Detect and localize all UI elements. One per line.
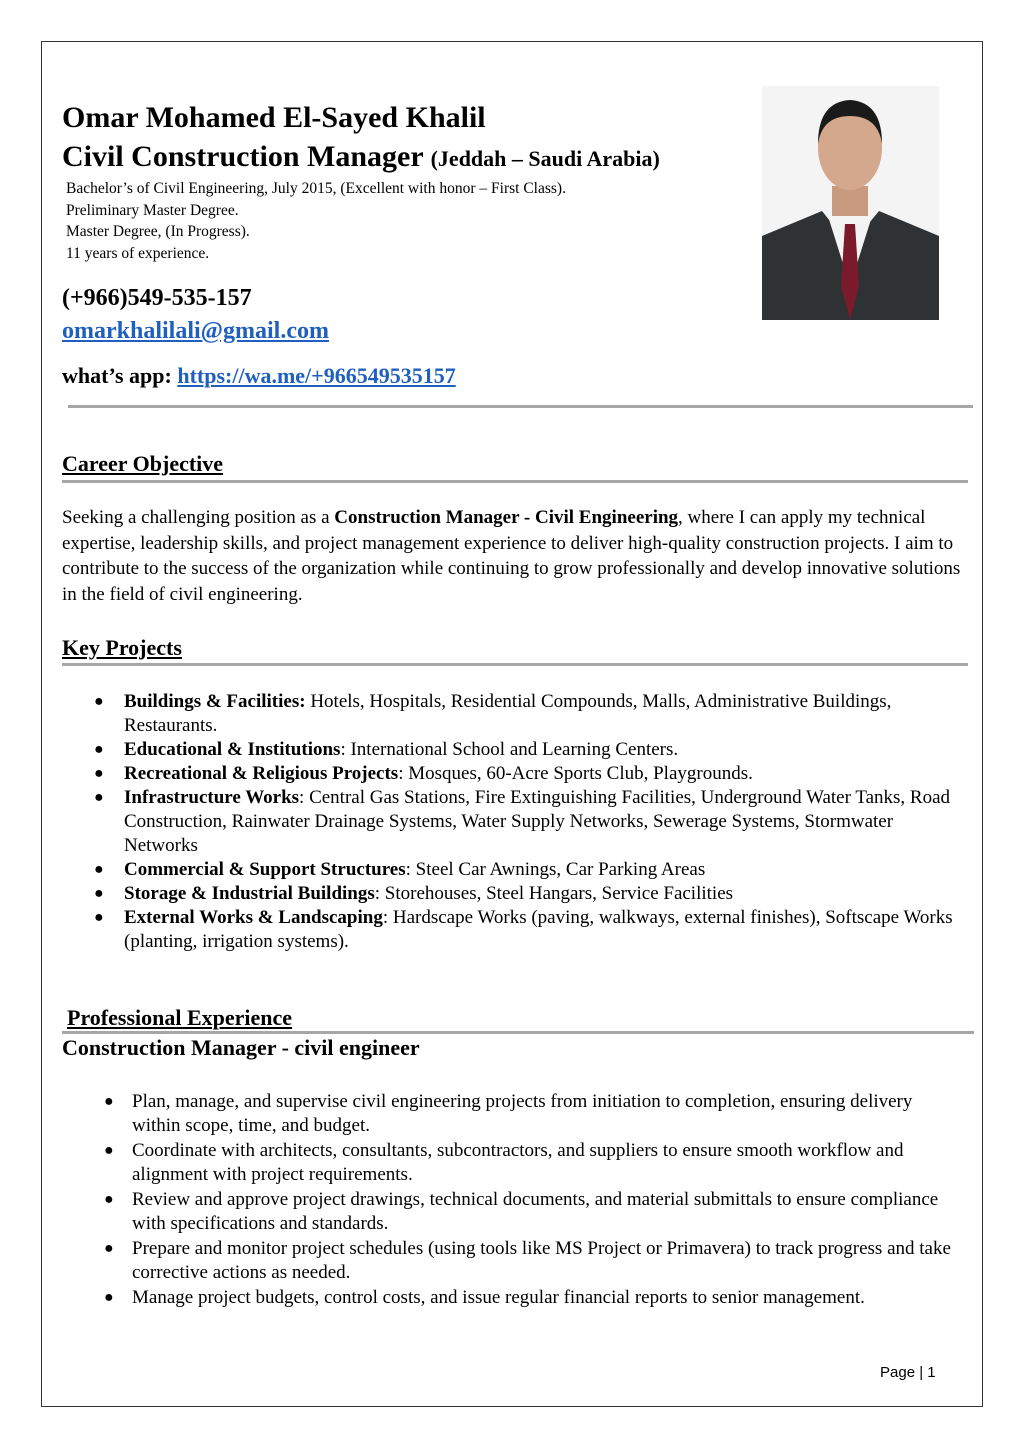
- item-text: Hotels, Hospitals, Residential Compounds, Malls, Administrative Buildings, Restaurants.: [124, 691, 892, 736]
- item-label: Infrastructure Works: [124, 787, 300, 808]
- list-item: [104, 1188, 962, 1236]
- phone-number: (+966)549-535-157: [62, 285, 252, 311]
- list-item: [94, 858, 969, 882]
- item-label: External Works & Landscaping: [124, 907, 383, 928]
- list-item: [104, 1139, 962, 1187]
- page-number: Page | 1: [880, 1364, 936, 1381]
- item-text: Coordinate with architects, consultants, subcontractors, and suppliers to ensure smooth workflow and alignment with project requirements.: [132, 1140, 904, 1185]
- objective-text: Seeking a challenging position as a: [62, 507, 335, 528]
- item-label: Buildings & Facilities:: [124, 691, 306, 712]
- list-item: [94, 906, 969, 954]
- bullet-icon: ●: [104, 1240, 114, 1257]
- item-text: Plan, manage, and supervise civil engineering projects from initiation to completion, ensuring delivery within scope, time, and budget.: [132, 1091, 913, 1136]
- list-item: [94, 690, 969, 738]
- education-list: [66, 178, 566, 264]
- whatsapp-label: what’s app:: [62, 363, 172, 388]
- education-line: Master Degree, (In Progress).: [66, 223, 250, 241]
- whatsapp-line: [62, 363, 456, 389]
- career-objective-text: [62, 505, 972, 607]
- item-text: : Central Gas Stations, Fire Extinguishing Facilities, Underground Water Tanks, Road Construction, Rainwater Drainage Systems, Water Supply Networks, Sewerage Systems, Stormwater Networks: [124, 787, 951, 856]
- education-line: Bachelor’s of Civil Engineering, July 2015, (Excellent with honor – First Class).: [66, 180, 566, 197]
- item-text: Manage project budgets, control costs, and issue regular financial reports to senior management.: [132, 1287, 865, 1308]
- bullet-icon: ●: [104, 1191, 114, 1208]
- list-item: [104, 1286, 962, 1310]
- key-projects-list: [94, 690, 969, 954]
- list-item: [104, 1090, 962, 1138]
- bullet-icon: ●: [94, 741, 104, 758]
- header-divider: [68, 405, 973, 408]
- section-divider: [62, 663, 968, 666]
- item-text: : Mosques, 60-Acre Sports Club, Playgrounds.: [398, 763, 753, 784]
- list-item: [94, 762, 969, 786]
- objective-text: , where I can apply my technical expertise, leadership skills, and project management experience to deliver high-quality construction projects. I aim to contribute to the success of the organization while continuing to grow professionally and develop innovative solutions in the field of civil engineering.: [62, 507, 961, 605]
- candidate-name: Omar Mohamed El-Sayed Khalil: [62, 101, 486, 134]
- item-label: Commercial & Support Structures: [124, 859, 406, 880]
- bullet-icon: ●: [104, 1142, 114, 1159]
- list-item: [94, 786, 969, 858]
- item-text: : Hardscape Works (paving, walkways, external finishes), Softscape Works (planting, irrigation systems).: [124, 907, 953, 952]
- profile-photo: [762, 86, 939, 320]
- experience-list: [104, 1090, 962, 1311]
- location: (Jeddah – Saudi Arabia): [430, 146, 660, 171]
- job-title: [62, 140, 660, 174]
- experience-heading: Professional Experience: [67, 1005, 293, 1030]
- item-label: Storage & Industrial Buildings: [124, 883, 375, 904]
- education-line: 11 years of experience.: [66, 244, 210, 262]
- item-text: : Storehouses, Steel Hangars, Service Facilities: [374, 883, 734, 904]
- list-item: [104, 1237, 962, 1285]
- bullet-icon: ●: [94, 885, 104, 902]
- objective-bold: Construction Manager - Civil Engineering: [334, 507, 679, 528]
- bullet-icon: ●: [94, 789, 104, 806]
- section-divider: [62, 480, 968, 483]
- bullet-icon: ●: [94, 765, 104, 782]
- key-projects-heading: Key Projects: [62, 635, 182, 660]
- item-label: Educational & Institutions: [124, 739, 341, 760]
- career-objective-heading: Career Objective: [62, 451, 224, 476]
- list-item: [94, 738, 969, 762]
- job-title-text: Civil Construction Manager: [62, 140, 424, 173]
- bullet-icon: ●: [94, 909, 104, 926]
- item-label: Recreational & Religious Projects: [124, 763, 399, 784]
- item-text: Prepare and monitor project schedules (using tools like MS Project or Primavera) to track progress and take corrective actions as needed.: [132, 1238, 951, 1283]
- bullet-icon: ●: [94, 693, 104, 710]
- bullet-icon: ●: [94, 861, 104, 878]
- section-divider: [62, 1031, 974, 1034]
- bullet-icon: ●: [104, 1093, 114, 1110]
- item-text: Review and approve project drawings, technical documents, and material submittals to ensure compliance with specifications and standards.: [132, 1189, 939, 1234]
- bullet-icon: ●: [104, 1289, 114, 1306]
- whatsapp-link[interactable]: https://wa.me/+966549535157: [177, 363, 456, 388]
- item-text: : Steel Car Awnings, Car Parking Areas: [405, 859, 706, 880]
- item-text: : International School and Learning Centers.: [340, 739, 679, 760]
- experience-role: Construction Manager - civil engineer: [62, 1035, 420, 1060]
- list-item: [94, 882, 969, 906]
- education-line: Preliminary Master Degree.: [66, 201, 239, 219]
- email-link[interactable]: omarkhalilali@gmail.com: [62, 318, 329, 344]
